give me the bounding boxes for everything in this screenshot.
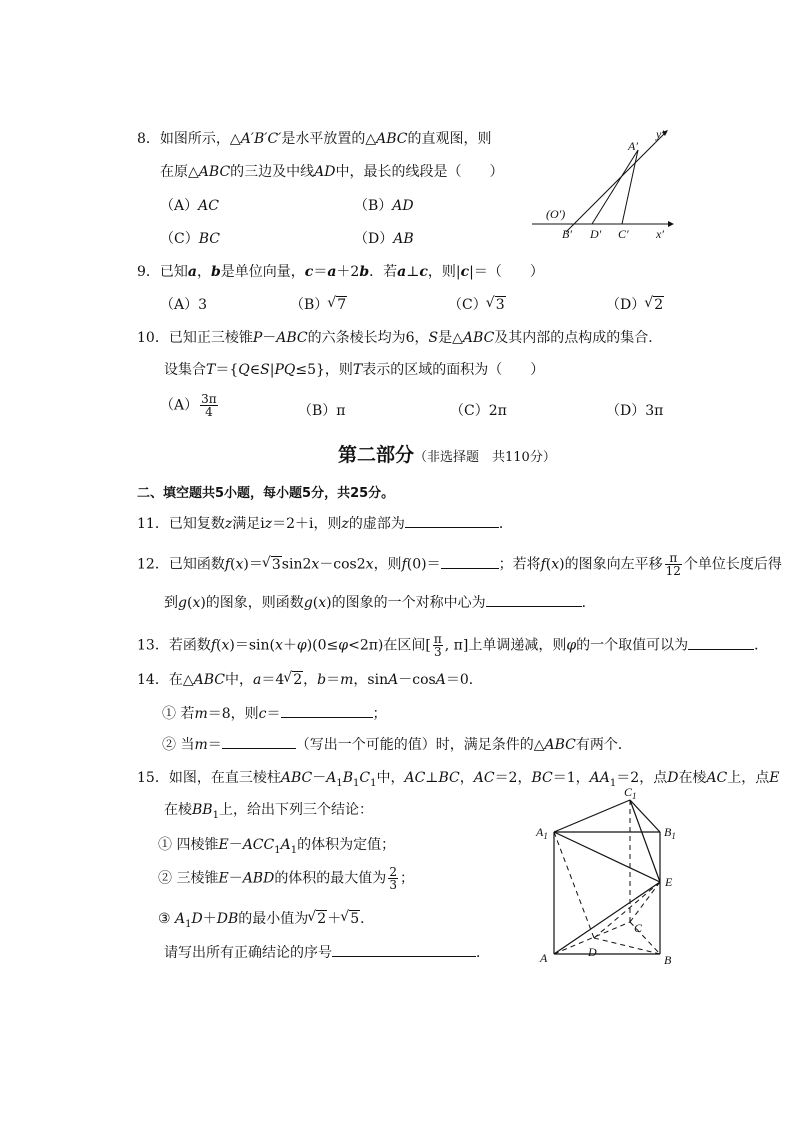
q12-line1: 12．已知函数f(x)＝√ 3sin2x－cos2x，则f(0)＝ ；若将f(x)的图象向左平移 $\frac{\pi}{12}$ 个单位长度后得	[137, 552, 782, 577]
q15-label-c1: $C_1$	[624, 785, 637, 801]
q15-ask: 请写出所有正确结论的序号 ．	[164, 942, 490, 962]
q15-label-c: C	[634, 921, 643, 935]
part2-title: 第二部分（非选择题 共110分）	[338, 444, 556, 466]
q8-label-y: y′	[656, 127, 664, 141]
q15-line2: 在棱$BB_1$上，给出下列三个结论：	[164, 802, 373, 821]
q15-item1: ① 四棱锥$E-ACC_1A_1$的体积为定值；	[158, 837, 396, 856]
q15-label-d: D	[588, 945, 597, 959]
q9-option-b[interactable]: （B）√ 7	[290, 294, 347, 314]
q10-option-b[interactable]: （B）π	[298, 403, 346, 419]
q8-label-o: (O′)	[546, 207, 566, 221]
q8-line2: 在原△ABC的三边及中线AD中，最长的线段是（ ）	[160, 164, 504, 180]
q8-label-c: C′	[618, 227, 629, 241]
q8-figure	[528, 120, 678, 250]
q8-option-a[interactable]: （A）AC	[160, 198, 219, 214]
q12-answer-blank-2[interactable]	[486, 592, 582, 607]
q10-option-a[interactable]: （A） $\frac{3\pi}{4}$	[160, 392, 217, 419]
q8-option-c[interactable]: （C）BC	[160, 231, 220, 247]
q15-line1: 15．如图，在直三棱柱$ABC-A_1B_1C_1$中，AC⊥BC，AC＝2，BC＝1，$AA_1=2$，点D在棱AC上，点E	[137, 770, 780, 789]
q9-stem: 9．已知a，b是单位向量，c＝a＋2b．若a⊥c，则|c|＝（ ）	[137, 264, 544, 280]
q8-label-x: x′	[656, 227, 664, 241]
q8-label-a: A′	[628, 139, 638, 153]
q15-figure	[530, 782, 690, 972]
q8-line1: 8．如图所示，△A′B′C′是水平放置的△ABC的直观图，则	[137, 131, 492, 147]
q15-label-b1: $B_1$	[664, 825, 676, 841]
section2-heading: 二、填空题共5小题，每小题5分，共25分。	[137, 486, 395, 501]
q15-label-a: A	[540, 951, 548, 965]
q14-item1: ① 若m＝8，则c＝ ；	[162, 703, 387, 723]
q9-option-d[interactable]: （D）√ 2	[606, 294, 664, 314]
q15-label-e: E	[665, 875, 673, 889]
q14-answer-blank-1[interactable]	[281, 703, 373, 718]
q9-option-a[interactable]: （A）3	[160, 297, 208, 313]
q8-label-b: B′	[562, 227, 572, 241]
q13-text: 13．若函数f(x)＝sin(x＋φ)(0≤φ<2π)在区间[ $\frac{\pi}{3}$ , π]上单调递减，则φ的一个取值可以为 ．	[137, 632, 769, 659]
q14-item2: ② 当m＝ （写出一个可能的值）时，满足条件的△ABC有两个．	[162, 734, 632, 754]
q14-answer-blank-2[interactable]	[222, 734, 296, 749]
q15-item3: ③ $A_1D+DB$的最小值为√ 2＋√ 5．	[158, 908, 374, 930]
q11-text: 11．已知复数z满足iz＝2＋i，则z的虚部为 ．	[137, 513, 513, 533]
q9-option-c[interactable]: （C）√ 3	[448, 294, 506, 314]
q8-option-d[interactable]: （D）AB	[354, 231, 414, 247]
q8-label-d: D′	[590, 227, 602, 241]
q10-option-c[interactable]: （C）2π	[450, 403, 507, 419]
q10-option-d[interactable]: （D）3π	[606, 403, 664, 419]
q11-answer-blank[interactable]	[405, 513, 499, 528]
q13-answer-blank[interactable]	[688, 635, 754, 650]
q15-answer-blank[interactable]	[332, 942, 476, 957]
q10-line1: 10．已知正三棱锥P－ABC的六条棱长均为6，S是△ABC及其内部的点构成的集合．	[137, 330, 663, 346]
q15-label-b: B	[664, 953, 672, 967]
q8-option-b[interactable]: （B）AD	[354, 198, 414, 214]
q15-label-a1: $A_1$	[536, 825, 548, 841]
q12-line2: 到g(x)的图象，则函数g(x)的图象的一个对称中心为 ．	[164, 592, 596, 612]
q12-answer-blank-1[interactable]	[441, 554, 499, 569]
q10-line2: 设集合T＝{Q∈S|PQ≤5}，则T表示的区域的面积为（ ）	[164, 362, 545, 378]
q15-item2: ② 三棱锥E－ABD的体积的最大值为 $\frac{2}{3}$ ；	[158, 865, 414, 892]
q14-line1: 14．在△ABC中，a＝4√ 2，b＝m，sinA－cosA＝0．	[137, 669, 483, 689]
